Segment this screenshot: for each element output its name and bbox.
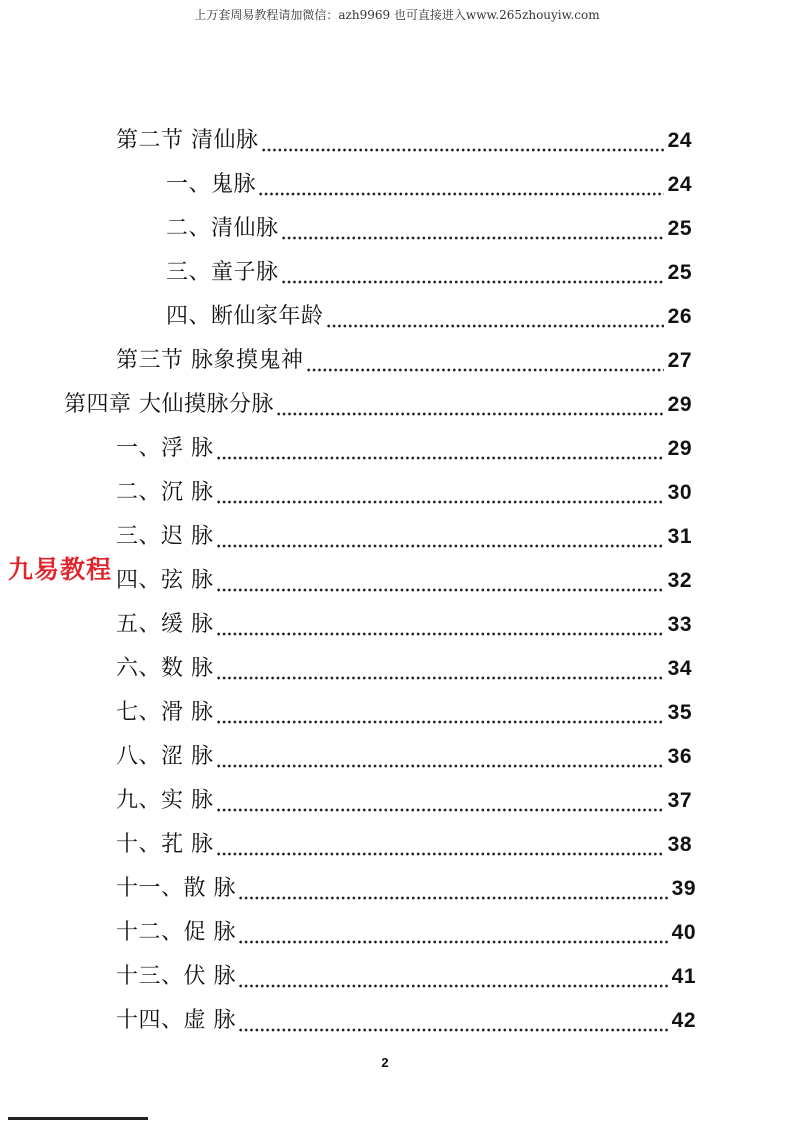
toc-entry-label: 一、浮 脉 <box>116 436 214 461</box>
toc-entry-page: 41 <box>671 965 696 988</box>
toc-entry-label: 二、清仙脉 <box>166 216 279 241</box>
toc-entry-label: 三、迟 脉 <box>116 524 214 549</box>
toc-entry-label: 第四章 大仙摸脉分脉 <box>64 392 274 417</box>
toc-entry-page: 26 <box>667 305 692 328</box>
toc-dot-leader <box>306 348 664 374</box>
toc-entry[interactable] <box>116 120 692 154</box>
toc-entry[interactable] <box>116 780 692 814</box>
toc-entry[interactable] <box>116 340 692 374</box>
toc-entry[interactable] <box>166 208 692 242</box>
toc-entry-page: 25 <box>667 217 692 240</box>
toc-dot-leader <box>238 920 668 946</box>
toc-entry[interactable] <box>116 604 692 638</box>
toc-entry-page: 38 <box>667 833 692 856</box>
toc-dot-leader <box>216 700 664 726</box>
toc-entry-page: 42 <box>671 1009 696 1032</box>
toc-entry[interactable] <box>116 428 692 462</box>
toc-dot-leader <box>216 612 664 638</box>
toc-entry-page: 35 <box>667 701 692 724</box>
toc-entry-label: 二、沉 脉 <box>116 480 214 505</box>
toc-dot-leader <box>216 832 664 858</box>
toc-entry-page: 40 <box>671 921 696 944</box>
toc-entry[interactable] <box>116 912 696 946</box>
toc-dot-leader <box>326 304 664 330</box>
toc-entry-page: 34 <box>667 657 692 680</box>
toc-entry-label: 四、断仙家年龄 <box>166 304 324 329</box>
toc-dot-leader <box>261 128 664 154</box>
scan-edge-line <box>8 1117 148 1120</box>
toc-entry-page: 39 <box>671 877 696 900</box>
toc-entry[interactable] <box>166 164 692 198</box>
toc-entry-label: 三、童子脉 <box>166 260 279 285</box>
toc-dot-leader <box>258 172 664 198</box>
toc-entry-page: 31 <box>667 525 692 548</box>
toc-entry-page: 32 <box>667 569 692 592</box>
toc-entry[interactable] <box>116 956 696 990</box>
toc-entry-label: 七、滑 脉 <box>116 700 214 725</box>
toc-entry-label: 第二节 清仙脉 <box>116 128 259 153</box>
toc-entry[interactable] <box>116 868 696 902</box>
toc-entry[interactable] <box>116 648 692 682</box>
toc-entry-label: 十、芤 脉 <box>116 832 214 857</box>
toc-entry[interactable] <box>64 384 692 418</box>
toc-entry-page: 30 <box>667 481 692 504</box>
toc-entry-label: 五、缓 脉 <box>116 612 214 637</box>
toc-dot-leader <box>216 656 664 682</box>
toc-entry-page: 33 <box>667 613 692 636</box>
toc-entry[interactable] <box>116 736 692 770</box>
toc-dot-leader <box>281 216 664 242</box>
toc-dot-leader <box>238 1008 668 1034</box>
toc-dot-leader <box>216 524 664 550</box>
toc-entry-label: 十四、虚 脉 <box>116 1008 236 1033</box>
toc-entry-label: 十三、伏 脉 <box>116 964 236 989</box>
toc-entry[interactable] <box>116 1000 696 1034</box>
toc-dot-leader <box>276 392 664 418</box>
toc-entry-label: 四、弦 脉 <box>116 568 214 593</box>
toc-dot-leader <box>238 876 668 902</box>
toc-entry-page: 36 <box>667 745 692 768</box>
toc-dot-leader <box>216 480 664 506</box>
toc-dot-leader <box>216 788 664 814</box>
toc-entry-label: 十二、促 脉 <box>116 920 236 945</box>
toc-entry[interactable] <box>116 560 692 594</box>
toc-entry-label: 六、数 脉 <box>116 656 214 681</box>
toc-dot-leader <box>216 436 664 462</box>
toc-entry-page: 25 <box>667 261 692 284</box>
toc-entry[interactable] <box>116 472 692 506</box>
toc-entry[interactable] <box>116 516 692 550</box>
page-header-notice: 上万套周易教程请加微信：azh9969 也可直接进入www.265zhouyiw.com <box>194 8 600 22</box>
toc-entry[interactable] <box>116 824 692 858</box>
toc-dot-leader <box>238 964 668 990</box>
toc-entry-label: 八、涩 脉 <box>116 744 214 769</box>
toc-entry-page: 24 <box>667 173 692 196</box>
toc-dot-leader <box>216 568 664 594</box>
toc-entry-page: 24 <box>667 129 692 152</box>
toc-entry[interactable] <box>166 296 692 330</box>
toc-entry[interactable] <box>166 252 692 286</box>
toc-entry-label: 九、实 脉 <box>116 788 214 813</box>
toc-entry-label: 第三节 脉象摸鬼神 <box>116 348 304 373</box>
toc-entry-label: 一、鬼脉 <box>166 172 257 197</box>
toc-entry-page: 37 <box>667 789 692 812</box>
toc-entry[interactable] <box>116 692 692 726</box>
toc-dot-leader <box>216 744 664 770</box>
toc-entry-page: 29 <box>667 393 692 416</box>
watermark-logo: 九易教程 <box>8 555 113 584</box>
toc-entry-page: 29 <box>667 437 692 460</box>
page-number: 2 <box>381 1055 389 1070</box>
toc-entry-page: 27 <box>667 349 692 372</box>
toc-entry-label: 十一、散 脉 <box>116 876 236 901</box>
toc-dot-leader <box>281 260 664 286</box>
